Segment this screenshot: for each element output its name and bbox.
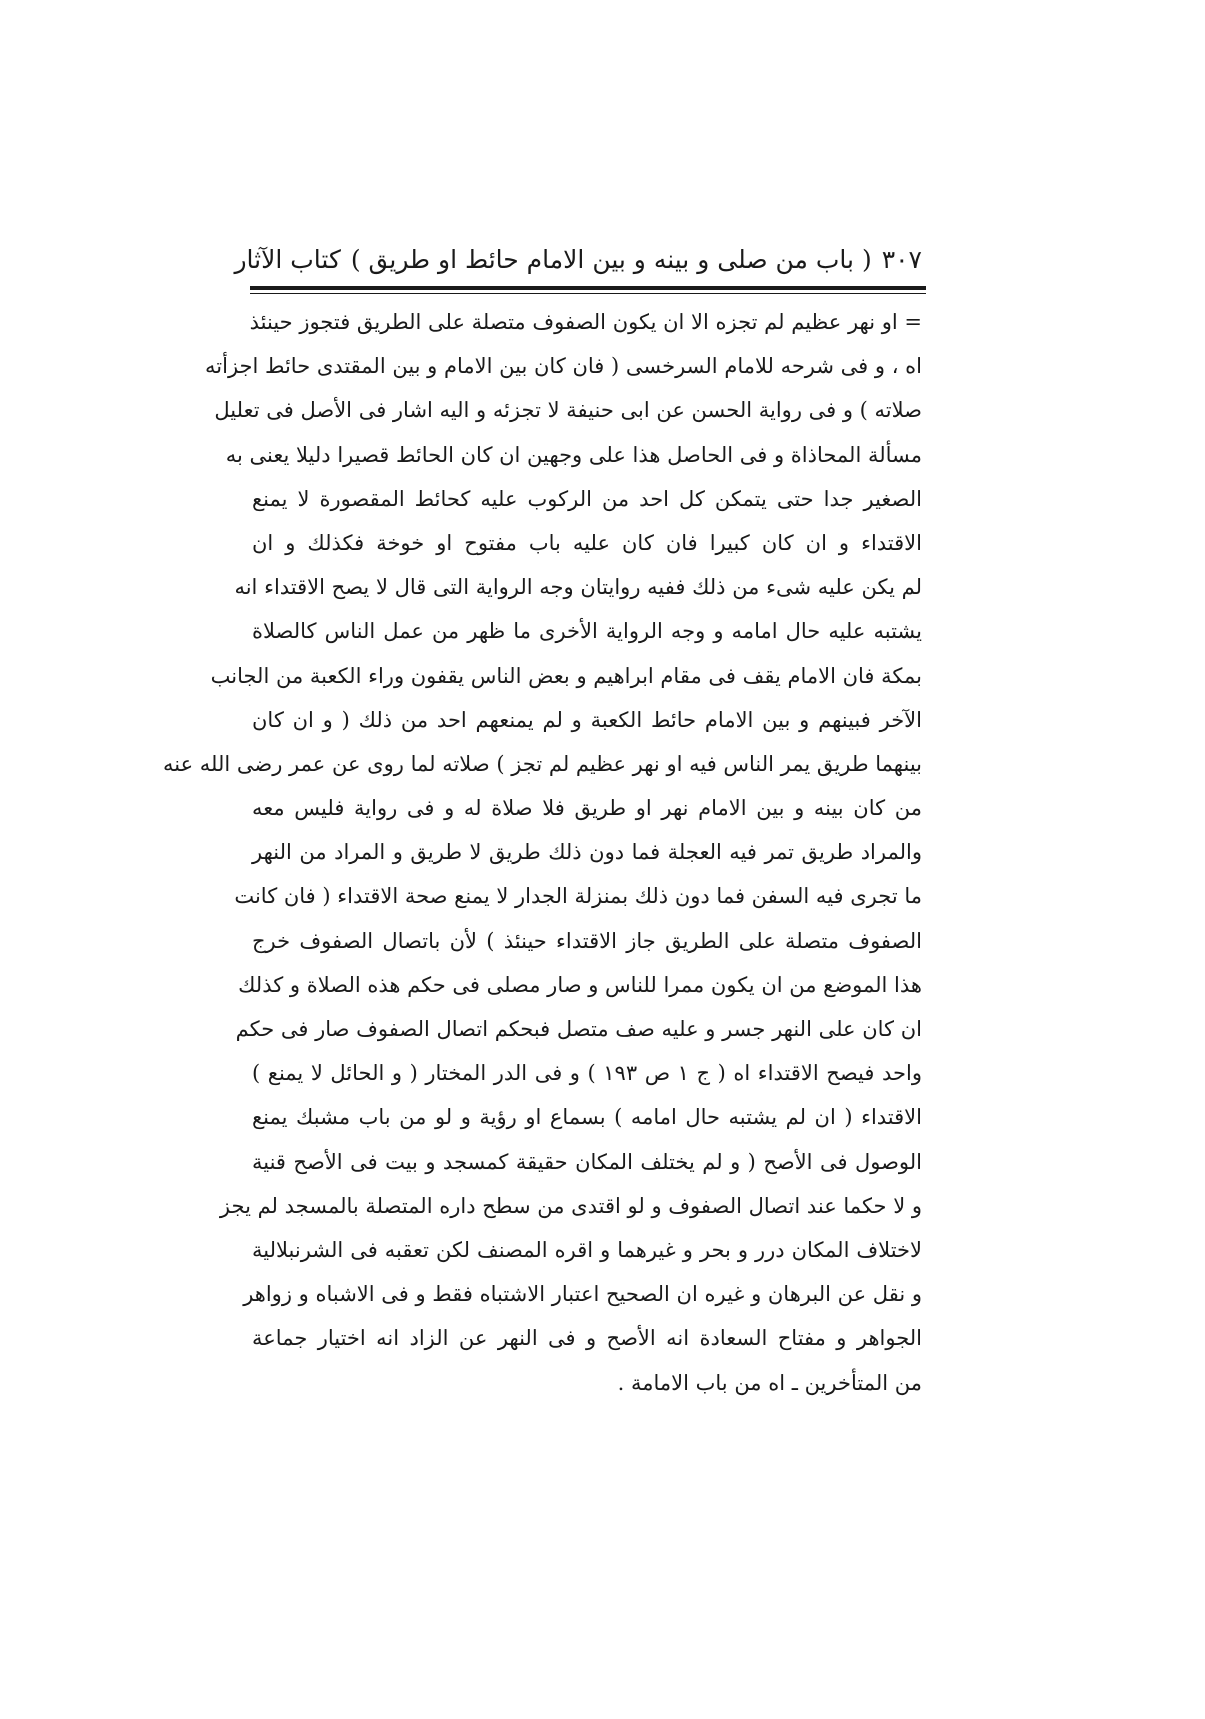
text-line: الصغير جدا حتى يتمكن كل احد من الركوب عليه كحائط المقصورة لا يمنع (252, 486, 922, 511)
text-line: الاقتداء ( ان لم يشتبه حال امامه ) بسماع او رؤية و لو من باب مشبك يمنع (252, 1105, 922, 1130)
header-rule-thin (250, 293, 926, 294)
header-rule-thick (250, 286, 926, 290)
text-line: يشتبه عليه حال امامه و وجه الرواية الأخرى ما ظهر من عمل الناس كالصلاة (252, 619, 922, 644)
text-line: = او نهر عظيم لم تجزه الا ان يكون الصفوف متصلة على الطريق فتجوز حينئذ (249, 310, 922, 334)
text-line: و نقل عن البرهان و غيره ان الصحيح اعتبار الاشتباه فقط و فى الاشباه و زواهر (243, 1282, 922, 1307)
text-line: و لا حكما عند اتصال الصفوف و لو اقتدى من سطح داره المتصلة بالمسجد لم يجز (219, 1193, 922, 1218)
text-line: الاقتداء و ان كان كبيرا فان كان عليه باب مفتوح او خوخة فكذلك و ان (252, 530, 922, 555)
book-title: كتاب الآثار (234, 245, 341, 274)
text-line: صلاته ) و فى رواية الحسن عن ابى حنيفة لا تجزئه و اليه اشار فى الأصل فى تعليل (214, 398, 922, 423)
text-line: اه ، و فى شرحه للامام السرخسى ( فان كان بين الامام و بين المقتدى حائط اجزأته (205, 354, 922, 379)
text-line: واحد فيصح الاقتداء اه ( ج ١ ص ١٩٣ ) و فى الدر المختار ( و الحائل لا يمنع ) (252, 1061, 922, 1086)
text-line: مسألة المحاذاة و فى الحاصل هذا على وجهين ان كان الحائط قصيرا دليلا يعنى به (225, 442, 922, 467)
text-line: من المتأخرين ـ اه من باب الامامة . (617, 1370, 922, 1395)
text-line: هذا الموضع من ان يكون ممرا للناس و صار مصلى فى حكم هذه الصلاة و كذلك (238, 972, 922, 997)
text-line: لم يكن عليه شىء من ذلك ففيه روايتان وجه الرواية التى قال لا يصح الاقتداء انه (234, 575, 922, 600)
text-line: من كان بينه و بين الامام نهر او طريق فلا صلاة له و فى رواية فليس معه (252, 796, 922, 821)
text-line: الصفوف متصلة على الطريق جاز الاقتداء حينئذ ) لأن باتصال الصفوف خرج (252, 928, 922, 953)
text-line: بينهما طريق يمر الناس فيه او نهر عظيم لم تجز ) صلاته لما روى عن عمر رضى الله عنه (162, 751, 922, 776)
text-line: بمكة فان الامام يقف فى مقام ابراهيم و بعض الناس يقفون وراء الكعبة من الجانب (210, 663, 922, 688)
text-line: والمراد طريق تمر فيه العجلة فما دون ذلك طريق لا طريق و المراد من النهر (252, 840, 922, 865)
text-line: ان كان على النهر جسر و عليه صف متصل فبحكم اتصال الصفوف صار فى حكم (235, 1017, 922, 1041)
text-line: الآخر فبينهم و بين الامام حائط الكعبة و لم يمنعهم احد من ذلك ( و ان كان (252, 707, 922, 732)
text-line: ما تجرى فيه السفن فما دون ذلك بمنزلة الجدار لا يمنع صحة الاقتداء ( فان كانت (234, 884, 922, 909)
text-line: الوصول فى الأصح ( و لم يختلف المكان حقيقة كمسجد و بيت فى الأصح قنية (252, 1149, 922, 1174)
text-line: لاختلاف المكان درر و بحر و غيرهما و اقره المصنف لكن تعقبه فى الشرنبلالية (252, 1237, 922, 1262)
body-text (162, 300, 922, 1405)
page-number: ٣٠٧ (881, 245, 922, 274)
chapter-title: ( باب من صلى و بينه و بين الامام حائط او طريق ) (350, 245, 872, 274)
text-line: الجواهر و مفتاح السعادة انه الأصح و فى النهر عن الزاد انه اختيار جماعة (252, 1326, 922, 1351)
page-header (234, 238, 922, 282)
